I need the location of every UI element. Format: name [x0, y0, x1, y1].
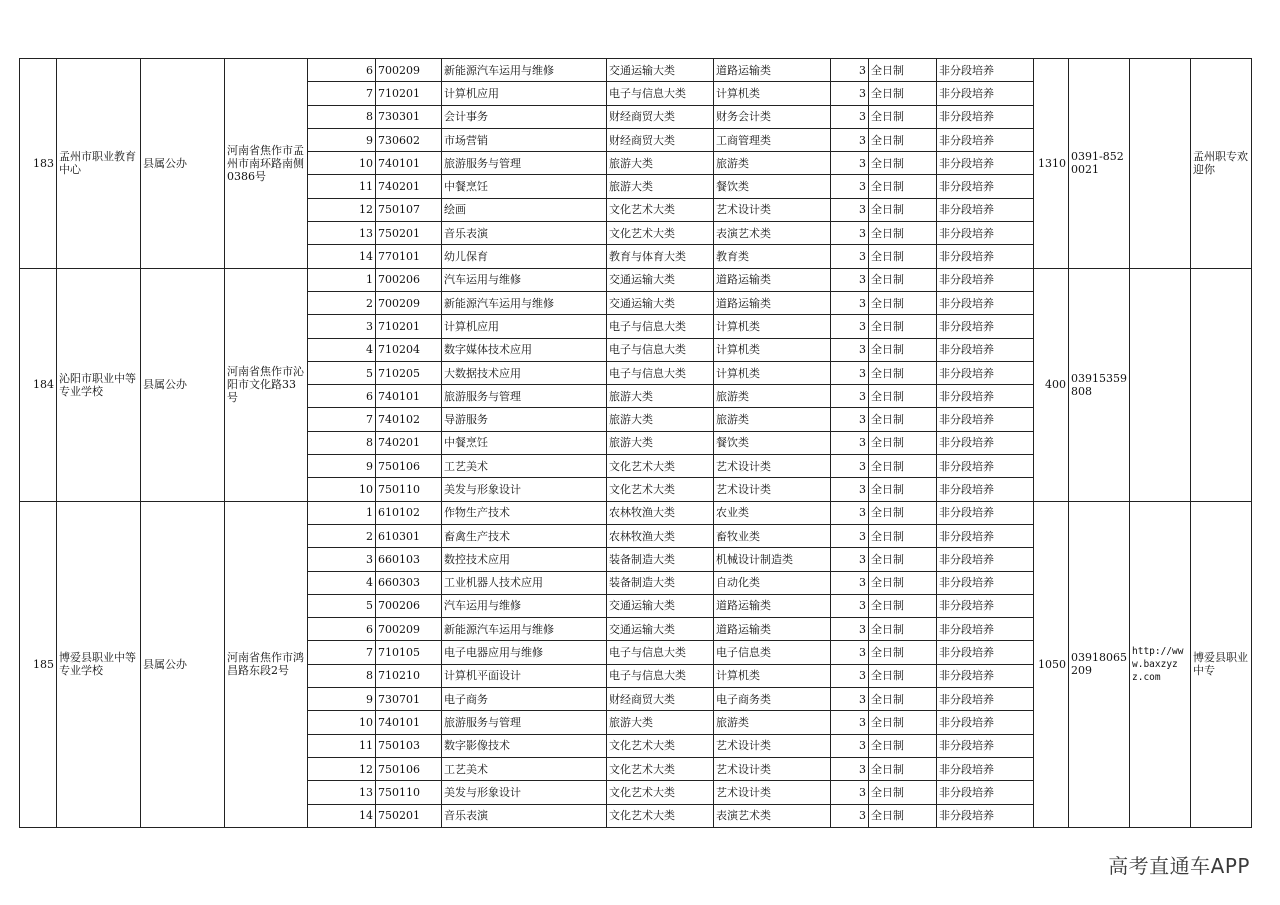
major-seq: 10 — [308, 478, 376, 501]
major-subcategory: 计算机类 — [714, 361, 831, 384]
major-name: 绘画 — [442, 198, 607, 221]
major-mode: 全日制 — [869, 664, 937, 687]
major-training: 非分段培养 — [937, 152, 1034, 175]
major-seq: 9 — [308, 688, 376, 711]
major-mode: 全日制 — [869, 594, 937, 617]
major-years: 3 — [831, 734, 869, 757]
major-years: 3 — [831, 641, 869, 664]
major-mode: 全日制 — [869, 478, 937, 501]
major-training: 非分段培养 — [937, 757, 1034, 780]
major-category: 装备制造大类 — [607, 571, 714, 594]
major-seq: 5 — [308, 361, 376, 384]
major-name: 音乐表演 — [442, 222, 607, 245]
major-category: 交通运输大类 — [607, 268, 714, 291]
major-name: 幼儿保育 — [442, 245, 607, 268]
major-years: 3 — [831, 711, 869, 734]
major-seq: 4 — [308, 571, 376, 594]
major-mode: 全日制 — [869, 152, 937, 175]
major-years: 3 — [831, 198, 869, 221]
major-subcategory: 工商管理类 — [714, 128, 831, 151]
school-enrollment: 1310 — [1034, 59, 1069, 269]
major-mode: 全日制 — [869, 618, 937, 641]
major-years: 3 — [831, 571, 869, 594]
major-years: 3 — [831, 408, 869, 431]
major-years: 3 — [831, 59, 869, 82]
major-seq: 7 — [308, 408, 376, 431]
major-mode: 全日制 — [869, 245, 937, 268]
major-mode: 全日制 — [869, 175, 937, 198]
major-name: 新能源汽车运用与维修 — [442, 618, 607, 641]
major-subcategory: 电子商务类 — [714, 688, 831, 711]
major-seq: 13 — [308, 781, 376, 804]
major-category: 电子与信息大类 — [607, 338, 714, 361]
major-category: 旅游大类 — [607, 431, 714, 454]
school-website[interactable] — [1130, 59, 1191, 269]
major-years: 3 — [831, 664, 869, 687]
major-seq: 2 — [308, 291, 376, 314]
major-code: 730301 — [376, 105, 442, 128]
major-subcategory: 艺术设计类 — [714, 198, 831, 221]
major-subcategory: 道路运输类 — [714, 268, 831, 291]
major-name: 中餐烹饪 — [442, 175, 607, 198]
major-training: 非分段培养 — [937, 361, 1034, 384]
major-code: 750201 — [376, 222, 442, 245]
major-subcategory: 旅游类 — [714, 152, 831, 175]
major-training: 非分段培养 — [937, 618, 1034, 641]
major-years: 3 — [831, 431, 869, 454]
major-mode: 全日制 — [869, 455, 937, 478]
major-subcategory: 计算机类 — [714, 338, 831, 361]
major-name: 中餐烹饪 — [442, 431, 607, 454]
major-code: 710204 — [376, 338, 442, 361]
major-category: 农林牧渔大类 — [607, 524, 714, 547]
major-category: 农林牧渔大类 — [607, 501, 714, 524]
major-mode: 全日制 — [869, 501, 937, 524]
major-seq: 8 — [308, 664, 376, 687]
major-training: 非分段培养 — [937, 524, 1034, 547]
major-years: 3 — [831, 128, 869, 151]
table-row — [20, 59, 1252, 82]
major-code: 710105 — [376, 641, 442, 664]
major-name: 畜禽生产技术 — [442, 524, 607, 547]
major-name: 工艺美术 — [442, 455, 607, 478]
major-seq: 7 — [308, 82, 376, 105]
major-training: 非分段培养 — [937, 175, 1034, 198]
major-years: 3 — [831, 455, 869, 478]
major-seq: 6 — [308, 385, 376, 408]
major-mode: 全日制 — [869, 548, 937, 571]
watermark-text: 高考直通车APP — [1108, 854, 1250, 878]
major-name: 旅游服务与管理 — [442, 711, 607, 734]
school-id: 184 — [20, 268, 57, 501]
major-name: 汽车运用与维修 — [442, 594, 607, 617]
major-code: 700206 — [376, 594, 442, 617]
major-training: 非分段培养 — [937, 688, 1034, 711]
school-note: 孟州职专欢迎你 — [1191, 59, 1252, 269]
major-mode: 全日制 — [869, 105, 937, 128]
major-years: 3 — [831, 291, 869, 314]
school-address: 河南省焦作市鸿昌路东段2号 — [225, 501, 308, 827]
major-subcategory: 道路运输类 — [714, 594, 831, 617]
major-mode: 全日制 — [869, 268, 937, 291]
school-type: 县属公办 — [141, 268, 225, 501]
school-phone: 03918065209 — [1069, 501, 1130, 827]
major-years: 3 — [831, 245, 869, 268]
major-name: 旅游服务与管理 — [442, 152, 607, 175]
major-seq: 11 — [308, 175, 376, 198]
major-seq: 13 — [308, 222, 376, 245]
table-row — [20, 501, 1252, 524]
major-mode: 全日制 — [869, 711, 937, 734]
major-subcategory: 道路运输类 — [714, 618, 831, 641]
major-subcategory: 机械设计制造类 — [714, 548, 831, 571]
major-name: 作物生产技术 — [442, 501, 607, 524]
major-seq: 1 — [308, 501, 376, 524]
major-category: 财经商贸大类 — [607, 128, 714, 151]
major-category: 电子与信息大类 — [607, 664, 714, 687]
major-training: 非分段培养 — [937, 222, 1034, 245]
major-name: 会计事务 — [442, 105, 607, 128]
major-seq: 5 — [308, 594, 376, 617]
major-subcategory: 道路运输类 — [714, 291, 831, 314]
major-mode: 全日制 — [869, 291, 937, 314]
major-years: 3 — [831, 781, 869, 804]
major-category: 文化艺术大类 — [607, 781, 714, 804]
major-mode: 全日制 — [869, 431, 937, 454]
major-training: 非分段培养 — [937, 128, 1034, 151]
major-name: 工业机器人技术应用 — [442, 571, 607, 594]
major-training: 非分段培养 — [937, 291, 1034, 314]
major-years: 3 — [831, 757, 869, 780]
school-enrollment: 1050 — [1034, 501, 1069, 827]
major-seq: 8 — [308, 431, 376, 454]
major-name: 大数据技术应用 — [442, 361, 607, 384]
major-years: 3 — [831, 338, 869, 361]
major-training: 非分段培养 — [937, 734, 1034, 757]
major-category: 文化艺术大类 — [607, 198, 714, 221]
major-code: 750103 — [376, 734, 442, 757]
major-seq: 6 — [308, 618, 376, 641]
major-name: 音乐表演 — [442, 804, 607, 827]
major-seq: 2 — [308, 524, 376, 547]
major-years: 3 — [831, 105, 869, 128]
school-type: 县属公办 — [141, 59, 225, 269]
major-mode: 全日制 — [869, 198, 937, 221]
major-training: 非分段培养 — [937, 641, 1034, 664]
major-training: 非分段培养 — [937, 664, 1034, 687]
major-subcategory: 计算机类 — [714, 664, 831, 687]
major-subcategory: 旅游类 — [714, 711, 831, 734]
major-name: 美发与形象设计 — [442, 781, 607, 804]
major-code: 710201 — [376, 82, 442, 105]
major-category: 交通运输大类 — [607, 594, 714, 617]
major-training: 非分段培养 — [937, 198, 1034, 221]
major-seq: 14 — [308, 245, 376, 268]
major-years: 3 — [831, 315, 869, 338]
school-phone: 03915359808 — [1069, 268, 1130, 501]
major-training: 非分段培养 — [937, 804, 1034, 827]
major-years: 3 — [831, 222, 869, 245]
major-category: 文化艺术大类 — [607, 757, 714, 780]
major-code: 750106 — [376, 757, 442, 780]
major-code: 610102 — [376, 501, 442, 524]
major-seq: 3 — [308, 315, 376, 338]
major-category: 文化艺术大类 — [607, 734, 714, 757]
school-enrollment: 400 — [1034, 268, 1069, 501]
major-mode: 全日制 — [869, 571, 937, 594]
school-name: 沁阳市职业中等专业学校 — [57, 268, 141, 501]
major-category: 旅游大类 — [607, 711, 714, 734]
major-years: 3 — [831, 478, 869, 501]
major-years: 3 — [831, 268, 869, 291]
major-code: 740101 — [376, 152, 442, 175]
major-category: 旅游大类 — [607, 152, 714, 175]
major-name: 导游服务 — [442, 408, 607, 431]
major-subcategory: 餐饮类 — [714, 175, 831, 198]
major-subcategory: 餐饮类 — [714, 431, 831, 454]
table-row — [20, 268, 1252, 291]
major-mode: 全日制 — [869, 757, 937, 780]
major-training: 非分段培养 — [937, 594, 1034, 617]
major-training: 非分段培养 — [937, 408, 1034, 431]
major-seq: 1 — [308, 268, 376, 291]
major-subcategory: 艺术设计类 — [714, 757, 831, 780]
major-years: 3 — [831, 594, 869, 617]
major-name: 数字影像技术 — [442, 734, 607, 757]
school-id: 185 — [20, 501, 57, 827]
major-mode: 全日制 — [869, 408, 937, 431]
major-code: 750110 — [376, 478, 442, 501]
major-training: 非分段培养 — [937, 431, 1034, 454]
school-website[interactable] — [1130, 268, 1191, 501]
enrollment-table — [19, 58, 1252, 828]
major-subcategory: 旅游类 — [714, 408, 831, 431]
major-code: 770101 — [376, 245, 442, 268]
major-subcategory: 计算机类 — [714, 315, 831, 338]
major-category: 教育与体育大类 — [607, 245, 714, 268]
major-name: 工艺美术 — [442, 757, 607, 780]
major-training: 非分段培养 — [937, 455, 1034, 478]
school-address: 河南省焦作市孟州市南环路南侧0386号 — [225, 59, 308, 269]
major-seq: 12 — [308, 198, 376, 221]
major-training: 非分段培养 — [937, 385, 1034, 408]
school-id: 183 — [20, 59, 57, 269]
major-subcategory: 艺术设计类 — [714, 478, 831, 501]
major-seq: 8 — [308, 105, 376, 128]
major-seq: 9 — [308, 128, 376, 151]
major-mode: 全日制 — [869, 688, 937, 711]
major-training: 非分段培养 — [937, 82, 1034, 105]
major-seq: 7 — [308, 641, 376, 664]
major-code: 700206 — [376, 268, 442, 291]
major-training: 非分段培养 — [937, 338, 1034, 361]
major-code: 750110 — [376, 781, 442, 804]
major-seq: 10 — [308, 711, 376, 734]
major-category: 装备制造大类 — [607, 548, 714, 571]
major-code: 740102 — [376, 408, 442, 431]
major-name: 旅游服务与管理 — [442, 385, 607, 408]
major-category: 电子与信息大类 — [607, 361, 714, 384]
major-years: 3 — [831, 804, 869, 827]
major-training: 非分段培养 — [937, 245, 1034, 268]
major-years: 3 — [831, 152, 869, 175]
school-note: 博爱县职业中专 — [1191, 501, 1252, 827]
major-name: 汽车运用与维修 — [442, 268, 607, 291]
major-mode: 全日制 — [869, 82, 937, 105]
major-code: 730701 — [376, 688, 442, 711]
major-training: 非分段培养 — [937, 501, 1034, 524]
major-subcategory: 计算机类 — [714, 82, 831, 105]
major-name: 新能源汽车运用与维修 — [442, 59, 607, 82]
major-seq: 12 — [308, 757, 376, 780]
major-years: 3 — [831, 385, 869, 408]
school-name: 孟州市职业教育中心 — [57, 59, 141, 269]
school-phone: 0391-8520021 — [1069, 59, 1130, 269]
school-name: 博爱县职业中等专业学校 — [57, 501, 141, 827]
major-code: 700209 — [376, 618, 442, 641]
major-category: 旅游大类 — [607, 408, 714, 431]
major-mode: 全日制 — [869, 128, 937, 151]
major-code: 710210 — [376, 664, 442, 687]
major-subcategory: 农业类 — [714, 501, 831, 524]
major-seq: 14 — [308, 804, 376, 827]
major-code: 700209 — [376, 59, 442, 82]
major-code: 610301 — [376, 524, 442, 547]
major-category: 文化艺术大类 — [607, 455, 714, 478]
major-subcategory: 电子信息类 — [714, 641, 831, 664]
major-subcategory: 自动化类 — [714, 571, 831, 594]
major-category: 文化艺术大类 — [607, 478, 714, 501]
major-category: 文化艺术大类 — [607, 222, 714, 245]
major-subcategory: 艺术设计类 — [714, 781, 831, 804]
major-name: 电子电器应用与维修 — [442, 641, 607, 664]
major-code: 740201 — [376, 175, 442, 198]
major-category: 财经商贸大类 — [607, 105, 714, 128]
major-training: 非分段培养 — [937, 315, 1034, 338]
major-name: 计算机应用 — [442, 82, 607, 105]
major-code: 700209 — [376, 291, 442, 314]
major-seq: 9 — [308, 455, 376, 478]
major-seq: 3 — [308, 548, 376, 571]
major-seq: 4 — [308, 338, 376, 361]
major-subcategory: 表演艺术类 — [714, 222, 831, 245]
major-training: 非分段培养 — [937, 59, 1034, 82]
major-subcategory: 艺术设计类 — [714, 734, 831, 757]
major-category: 交通运输大类 — [607, 618, 714, 641]
major-years: 3 — [831, 175, 869, 198]
major-category: 交通运输大类 — [607, 291, 714, 314]
school-note — [1191, 268, 1252, 501]
major-training: 非分段培养 — [937, 571, 1034, 594]
major-mode: 全日制 — [869, 222, 937, 245]
major-name: 美发与形象设计 — [442, 478, 607, 501]
major-mode: 全日制 — [869, 338, 937, 361]
major-subcategory: 教育类 — [714, 245, 831, 268]
major-code: 750201 — [376, 804, 442, 827]
major-category: 电子与信息大类 — [607, 82, 714, 105]
major-years: 3 — [831, 548, 869, 571]
major-years: 3 — [831, 688, 869, 711]
school-address: 河南省焦作市沁阳市文化路33号 — [225, 268, 308, 501]
major-code: 740201 — [376, 431, 442, 454]
major-code: 730602 — [376, 128, 442, 151]
school-type: 县属公办 — [141, 501, 225, 827]
major-training: 非分段培养 — [937, 548, 1034, 571]
major-code: 660103 — [376, 548, 442, 571]
major-training: 非分段培养 — [937, 105, 1034, 128]
major-code: 710205 — [376, 361, 442, 384]
major-code: 750106 — [376, 455, 442, 478]
major-code: 740101 — [376, 711, 442, 734]
major-training: 非分段培养 — [937, 268, 1034, 291]
major-code: 740101 — [376, 385, 442, 408]
major-name: 新能源汽车运用与维修 — [442, 291, 607, 314]
major-training: 非分段培养 — [937, 781, 1034, 804]
major-subcategory: 财务会计类 — [714, 105, 831, 128]
major-mode: 全日制 — [869, 315, 937, 338]
major-subcategory: 畜牧业类 — [714, 524, 831, 547]
major-subcategory: 道路运输类 — [714, 59, 831, 82]
major-training: 非分段培养 — [937, 478, 1034, 501]
major-training: 非分段培养 — [937, 711, 1034, 734]
major-mode: 全日制 — [869, 59, 937, 82]
major-category: 财经商贸大类 — [607, 688, 714, 711]
major-seq: 11 — [308, 734, 376, 757]
major-years: 3 — [831, 618, 869, 641]
major-subcategory: 旅游类 — [714, 385, 831, 408]
major-name: 电子商务 — [442, 688, 607, 711]
major-years: 3 — [831, 501, 869, 524]
major-code: 750107 — [376, 198, 442, 221]
major-name: 计算机平面设计 — [442, 664, 607, 687]
major-mode: 全日制 — [869, 524, 937, 547]
major-category: 电子与信息大类 — [607, 315, 714, 338]
major-seq: 6 — [308, 59, 376, 82]
major-mode: 全日制 — [869, 641, 937, 664]
major-years: 3 — [831, 361, 869, 384]
major-category: 旅游大类 — [607, 175, 714, 198]
major-years: 3 — [831, 524, 869, 547]
major-name: 计算机应用 — [442, 315, 607, 338]
major-code: 710201 — [376, 315, 442, 338]
major-mode: 全日制 — [869, 804, 937, 827]
major-mode: 全日制 — [869, 385, 937, 408]
major-subcategory: 表演艺术类 — [714, 804, 831, 827]
major-name: 数控技术应用 — [442, 548, 607, 571]
major-mode: 全日制 — [869, 734, 937, 757]
major-name: 数字媒体技术应用 — [442, 338, 607, 361]
school-website[interactable]: http://www.baxzyzz.com — [1130, 501, 1191, 827]
major-mode: 全日制 — [869, 361, 937, 384]
major-years: 3 — [831, 82, 869, 105]
major-category: 文化艺术大类 — [607, 804, 714, 827]
major-code: 660303 — [376, 571, 442, 594]
major-subcategory: 艺术设计类 — [714, 455, 831, 478]
major-name: 市场营销 — [442, 128, 607, 151]
major-seq: 10 — [308, 152, 376, 175]
major-category: 旅游大类 — [607, 385, 714, 408]
major-category: 电子与信息大类 — [607, 641, 714, 664]
major-category: 交通运输大类 — [607, 59, 714, 82]
major-mode: 全日制 — [869, 781, 937, 804]
